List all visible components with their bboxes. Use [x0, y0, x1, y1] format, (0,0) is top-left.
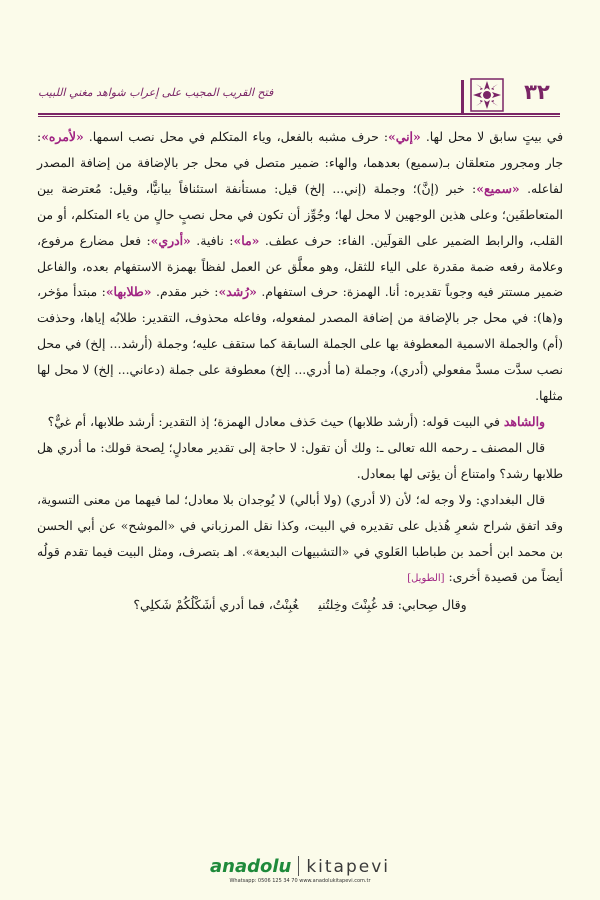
text-run: : مبتدأ مؤخر، و(ها): في محل جر بالإضافة من إضافة المصدر لمفعوله، وفاعله محذوف، التقدير: طلابُه إياها، وحذفت (أم) والجملة الاسمية المعطوفة بها على الجملة السابقة كما ستقف عليه؛ وجملة (أرشد... إلخ) في محل نصب سدَّت مسدَّ مفعولي (أدري)، وجملة (ما أدري... إلخ) معطوفة على جملة (دعاني... إلخ) لا محل لها مثلها.	[37, 284, 563, 404]
text-run: في بيتٍ سابق لا محل لها.	[420, 129, 563, 144]
keyword: «لأمره»	[41, 129, 84, 144]
text-run: : نافية.	[190, 232, 234, 248]
text-run: : فعل مضارع مرفوع، وعلامة رفعه ضمة مقدرة على الياء للثقل، وهو معلَّق عن العمل لفظاً بهمزة الاستفهام بعده، والفاعل ضمير مستتر فيه وجوباً تقديره: أنا. الهمزة: حرف استفهام.	[37, 232, 563, 300]
text-run: قال البغدادي: ولا وجه له؛ لأن (لا أدري) (ولا أبالي) لا يُوجدان بلا معادل؛ لما فيهما من معنى التسوية، وقد اتفق شراح شعرِ هُذيل على تقديره في البيت، وكذا نقل المرزباني في «الموشح» عن أبي الحسن بن محمد ابن أحمد بن طباطبا العَلوي في «التشبيهات البديعة». اهـ بتصرف، ومثل البيت فيما تقدم قولُه أيضاً من قصيدة أخرى:	[37, 491, 563, 585]
ornament-icon	[470, 78, 504, 112]
paragraph-shahid	[37, 409, 563, 435]
paragraph-musannif: قال المصنف ـ رحمه الله تعالى ـ: ولك أن تقول: لا حاجة إلى تقدير معادلٍ؛ لِصحة قولك: ما أدري هل طلابها رشد؟ وامتناع أن يؤتى لها بمعادل.	[37, 439, 563, 481]
header-rule-thin	[38, 116, 560, 117]
keyword: «طلابها»	[105, 284, 152, 300]
verse-hemistich-2: غُبِنْتُ، فما أدري أشَكْلُكُمْ شَكلِي؟	[133, 597, 299, 613]
publisher-footer	[0, 856, 600, 884]
logo-brand-b: kitapevi	[306, 857, 391, 877]
header-divider	[461, 80, 464, 114]
publisher-logo	[210, 856, 390, 876]
verse-line	[37, 592, 563, 618]
page-number: ٣٢	[524, 80, 550, 104]
text-run: : جار ومجرور متعلقان بـ(سميع) بعدهما، والهاء: ضمير متصل في محل جر بالإضافة من إضافة المصدر لفاعله.	[37, 129, 563, 196]
text-run: في البيت قوله: (أرشد طلابها) حيث حَذف معادل الهمزة؛ إذ التقدير: أرشد طلابها، أم غيٌّ؟	[47, 413, 504, 429]
keyword: «رُشد»	[218, 284, 257, 300]
text-run: : خبر مقدم.	[151, 284, 219, 300]
keyword: «أدري»	[150, 232, 191, 248]
header-rule	[38, 113, 560, 115]
logo-brand-a: anadolu	[209, 856, 292, 877]
page-body	[37, 124, 563, 618]
keyword: «سميع»	[476, 180, 520, 196]
meter-tag: [الطويل]	[407, 573, 445, 585]
text-run: : خبر (إنَّ)؛ وجملة (إني... إلخ) قيل: مستأنفة استئنافاً بيانيًّا، وقيل: مُعترضة بين المتعاطفَين؛ وعلى هذين الوجهين لا محل لها؛ وجُوِّز أن تكون في محل نصبٍ حالٍ من ياء المتكلم، أو من القلب، والرابط الضمير على القولَين. الفاء: حرف عطف.	[37, 180, 563, 248]
verse-hemistich-1: وقال صِحابي: قد غُبِنْتَ وخِلتُني	[318, 597, 467, 613]
logo-separator	[298, 856, 299, 876]
keyword: «ما»	[233, 232, 260, 248]
shahid-label: والشاهد	[503, 413, 545, 429]
running-title: فتح القريب المجيب على إعراب شواهد مغني اللبيب	[38, 86, 274, 99]
footer-contact: Whatsapp: 0506 125 34 70 www.anadolukitapevi.com.tr	[229, 878, 371, 884]
paragraph-irab	[37, 124, 563, 409]
keyword: «إني»	[388, 129, 421, 144]
text-run: : حرف مشبه بالفعل، وياء المتكلم في محل نصب اسمها.	[83, 129, 389, 144]
page-header	[38, 76, 560, 116]
paragraph-baghdadi	[37, 487, 563, 593]
